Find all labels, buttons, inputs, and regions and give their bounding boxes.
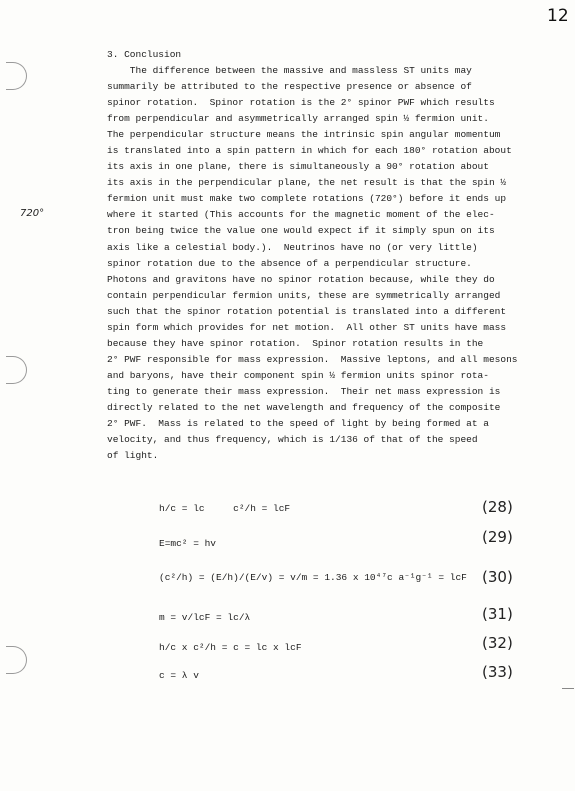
equation-number: (32) bbox=[482, 634, 513, 652]
equation-text: E=mc² = hv bbox=[159, 538, 217, 549]
text-line: velocity, and thus frequency, which is 1/136 of that of the speed bbox=[107, 434, 478, 446]
text-line: 2° PWF. Mass is related to the speed of light by being formed at a bbox=[107, 418, 489, 430]
text-line: Photons and gravitons have no spinor rotation because, while they do bbox=[107, 273, 495, 285]
text-line: spinor rotation due to the absence of a perpendicular structure. bbox=[107, 257, 472, 269]
text-line: where it started (This accounts for the magnetic moment of the elec- bbox=[107, 209, 495, 221]
text-line: spinor rotation. Spinor rotation is the 2° spinor PWF which results bbox=[107, 97, 495, 109]
section-heading: 3. Conclusion bbox=[107, 49, 182, 60]
text-line: its axis in one plane, there is simultaneously a 90° rotation about bbox=[107, 161, 489, 173]
text-line: ting to generate their mass expression. Their net mass expression is bbox=[107, 385, 501, 397]
text-line: axis like a celestial body.). Neutrinos have no (or very little) bbox=[107, 241, 478, 253]
text-line: directly related to the net wavelength and frequency of the composite bbox=[107, 401, 501, 413]
punch-hole-middle bbox=[6, 356, 27, 384]
text-line: The perpendicular structure means the intrinsic spin angular momentum bbox=[107, 129, 501, 141]
equation-text: m = v/lcF = lc/λ bbox=[159, 612, 251, 623]
punch-hole-bottom bbox=[6, 646, 27, 674]
margin-note: 720° bbox=[20, 208, 45, 219]
equation-number: (33) bbox=[482, 663, 513, 681]
text-line: 2° PWF responsible for mass expression. Massive leptons, and all mesons bbox=[107, 353, 518, 365]
equation-number: (28) bbox=[482, 498, 513, 516]
text-line: The difference between the massive and massless ST units may bbox=[107, 65, 472, 76]
text-line: tron being twice the value one would expect if it simply spun on its bbox=[107, 225, 495, 237]
equation-text: (c²/h) = (E/h)/(E/v) = v/m = 1.36 x 10⁴⁷c a⁻¹g⁻¹ = lcF bbox=[159, 572, 467, 583]
equation-number: (30) bbox=[482, 568, 513, 586]
equation-text: c = λ v bbox=[159, 670, 199, 681]
text-line: fermion unit must make two complete rotations (720°) before it ends up bbox=[107, 193, 507, 205]
text-line: summarily be attributed to the respective presence or absence of bbox=[107, 81, 472, 93]
text-line: spin form which provides for net motion. All other ST units have mass bbox=[107, 321, 507, 333]
text-line: and baryons, have their component spin ½ fermion units spinor rota- bbox=[107, 369, 489, 381]
text-line: because they have spinor rotation. Spinor rotation results in the bbox=[107, 337, 484, 349]
equation-text: h/c x c²/h = c = lc x lcF bbox=[159, 642, 302, 653]
text-line: its axis in the perpendicular plane, the net result is that the spin ½ bbox=[107, 177, 507, 189]
text-line: such that the spinor rotation potential is translated into a different bbox=[107, 305, 507, 317]
text-line: of light. bbox=[107, 450, 159, 462]
margin-tick bbox=[562, 688, 574, 689]
punch-hole-top bbox=[6, 62, 27, 90]
equation-number: (31) bbox=[482, 605, 513, 623]
text-line: is translated into a spin pattern in which for each 180° rotation about bbox=[107, 145, 512, 157]
text-line: from perpendicular and asymmetrically arranged spin ½ fermion unit. bbox=[107, 113, 489, 125]
conclusion-section bbox=[107, 47, 547, 464]
text-line: contain perpendicular fermion units, these are symmetrically arranged bbox=[107, 289, 501, 301]
equation-number: (29) bbox=[482, 528, 513, 546]
page-number: 12 bbox=[547, 6, 569, 26]
paragraph bbox=[107, 63, 547, 464]
equation-text: h/c = lc c²/h = lcF bbox=[159, 503, 291, 514]
